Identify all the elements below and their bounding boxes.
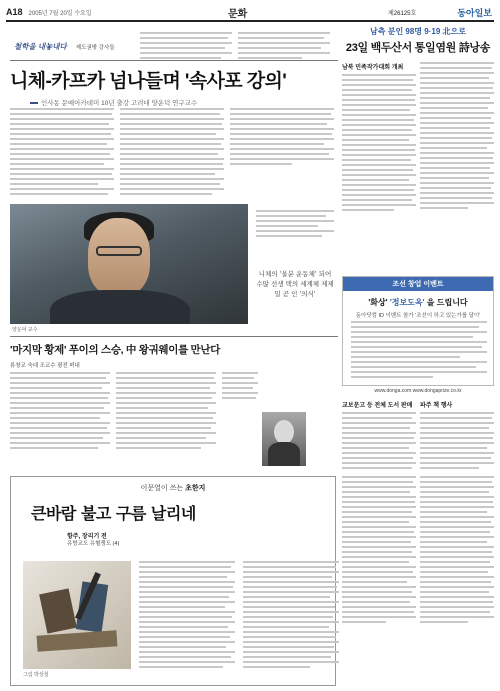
newspaper-logo: 동아일보	[457, 7, 492, 18]
right-top-headline: 23일 백두산서 통일염원 詩낭송	[345, 42, 491, 54]
main-photo-caption: 양운덕 교수	[12, 327, 38, 333]
illustration-shape	[39, 588, 77, 633]
right-col-3	[342, 400, 416, 469]
right-col-4	[420, 400, 494, 469]
event-title: 조선 창업 이벤트	[343, 277, 493, 291]
main-photo	[10, 204, 248, 324]
event-footer-links[interactable]: www.donga.com www.dongaprize.co.kr	[374, 388, 462, 394]
photo-face	[88, 218, 150, 296]
book-body-col-1	[139, 561, 235, 668]
book-subtitle: 항주, 장리기 전	[67, 534, 107, 540]
book-kicker: 이문열이 쓰는 초한지	[140, 485, 206, 492]
right-col-4-title: 파주 책 행사	[420, 403, 453, 409]
second-body-col-2	[116, 372, 216, 449]
portrait-face	[274, 420, 294, 444]
right-col-2	[420, 62, 494, 209]
kicker-body-2	[238, 32, 330, 59]
book-title: 큰바람 불고 구름 날리네	[31, 504, 196, 523]
page-number: A18	[6, 7, 23, 17]
kicker-title: 철학을 내놓내다	[14, 42, 67, 51]
illustration-caption: 그림 박상철	[23, 672, 49, 678]
book-chapter: 유방교도 유혈쟁도 (4)	[67, 541, 120, 547]
subhead-bar-icon	[30, 102, 38, 104]
second-article-head	[10, 342, 250, 369]
event-banner[interactable]	[342, 276, 494, 386]
main-body-col-1	[10, 108, 114, 195]
section-title: 문화	[228, 8, 248, 20]
illustration-shape	[37, 630, 118, 652]
kicker-body-1	[140, 32, 232, 59]
publication-date: 2005년 7월 20일 수요일	[28, 10, 92, 17]
second-subhead: 류창교 숙대 조교수 평전 펴내	[10, 363, 80, 369]
event-subtext: 동아닷컴 ID 이벤트 참가 '조선이 하고 있는가를 달이'	[355, 313, 481, 319]
kicker-author: 제도권밖 강사들	[75, 45, 115, 51]
bottom-right-col-2	[420, 476, 494, 623]
portrait-photo	[262, 412, 306, 466]
main-subhead: 인사동 문예아카데미 10년 출강 고려대 양운덕 연구교수	[30, 98, 197, 107]
issue-number: 제26125호	[388, 10, 417, 17]
bottom-right-col-1	[342, 476, 416, 623]
page-header	[6, 4, 494, 22]
divider	[10, 336, 338, 337]
second-body-col-1	[10, 372, 110, 449]
event-body	[351, 321, 487, 378]
right-col-3-title: 교보문고 등 전체 도서 판매	[342, 403, 413, 409]
main-body-col-2	[120, 108, 224, 195]
event-headline: '화상' '정보도옥' 을 드립니다	[368, 298, 468, 307]
right-top-subhead: 남측 분인 98명 9·19 北으로	[370, 27, 466, 36]
main-body-col-3	[230, 108, 334, 165]
right-top-article	[342, 26, 494, 55]
second-body-col-3	[222, 372, 258, 399]
right-col-1-title: 남북 민족작가대회 개최	[342, 65, 404, 71]
second-headline: '마지막 황제' 푸이의 스승, 中 왕궈웨이를 만난다	[10, 344, 221, 356]
photo-body	[50, 290, 190, 324]
pull-quote: 니체의 '울분 운동체' 되어 수많 선생 택의 세계체 제제 밀 곧 인 '의식'	[256, 270, 334, 298]
main-headline-block	[10, 66, 340, 96]
portrait-body	[268, 442, 300, 466]
kicker-block	[14, 34, 132, 56]
photo-glasses	[96, 246, 142, 256]
right-col-1	[342, 62, 416, 211]
divider	[10, 60, 338, 61]
main-headline: 니체-카프카 넘나들며 '속사포 강의'	[10, 71, 287, 92]
book-body-col-2	[243, 561, 339, 668]
book-illustration	[23, 561, 131, 669]
main-body-col-3b	[256, 210, 334, 237]
book-feature	[10, 476, 336, 686]
